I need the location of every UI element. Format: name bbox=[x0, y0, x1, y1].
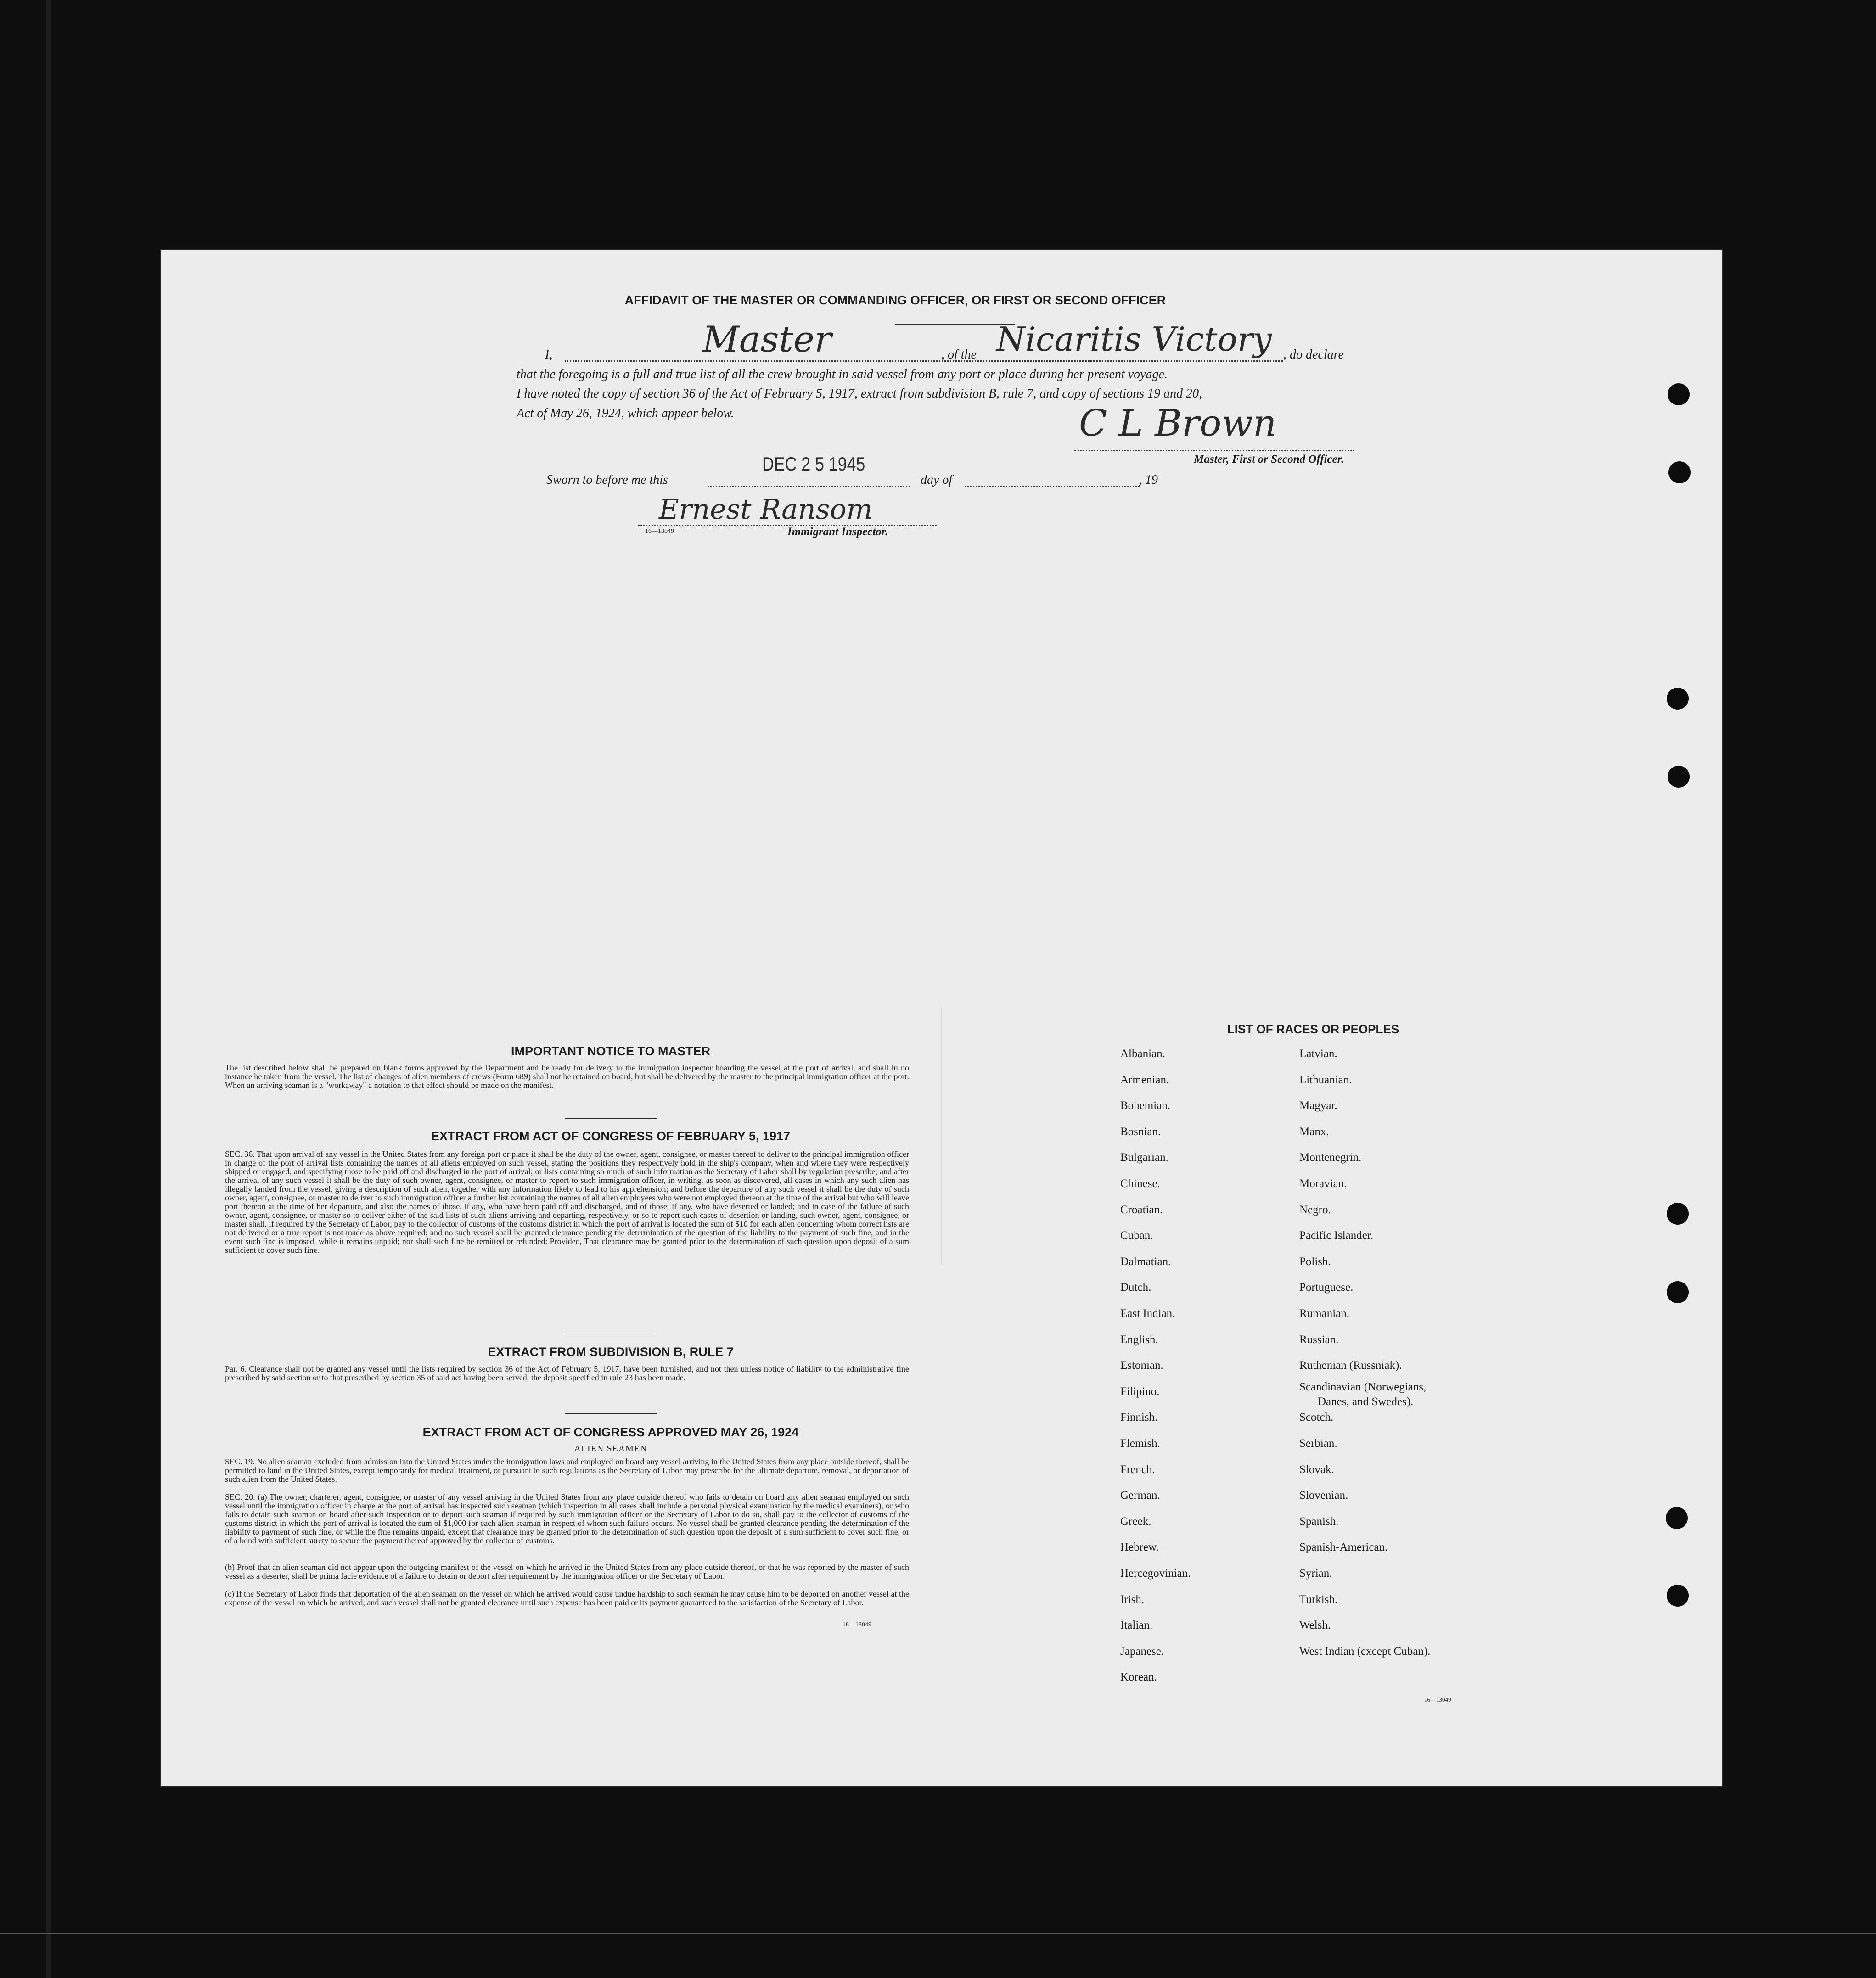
race-item: Syrian. bbox=[1299, 1567, 1332, 1580]
races-form-number: 16—13049 bbox=[1424, 1696, 1451, 1703]
month-blank bbox=[965, 486, 1140, 487]
extract-1924-title: EXTRACT FROM ACT OF CONGRESS APPROVED MAY 26, 1924 bbox=[422, 1425, 799, 1439]
master-signature: C L Brown bbox=[1079, 402, 1277, 444]
race-item: Russian. bbox=[1299, 1334, 1339, 1346]
races-right-column bbox=[1299, 1048, 1538, 1663]
race-item: Bohemian. bbox=[1120, 1099, 1171, 1112]
subdivision-b-title: EXTRACT FROM SUBDIVISION B, RULE 7 bbox=[488, 1345, 734, 1359]
race-item: French. bbox=[1120, 1463, 1155, 1476]
affidavit-line-4: Act of May 26, 1924, which appear below. bbox=[517, 406, 734, 420]
race-item: Armenian. bbox=[1120, 1074, 1169, 1086]
race-item: German. bbox=[1120, 1489, 1160, 1502]
race-item: Irish. bbox=[1120, 1593, 1145, 1606]
year-prefix: , 19 bbox=[1139, 473, 1158, 487]
subdivision-b-body: Par. 6. Clearance shall not be granted any vessel until the lists required by section 36 of the Act of February 5, 1917, have been furnished, and not then unless notice of liability to the administrative fine prescribed by said section or to that prescribed by section 35 of said act having been served, the deposit specified in rule 23 has been made. bbox=[225, 1364, 909, 1382]
affidavit-line-2: that the foregoing is a full and true list of all the crew brought in said vessel from any port or place during her present voyage. bbox=[517, 367, 1168, 381]
race-item: Bosnian. bbox=[1120, 1126, 1161, 1138]
inspector-form-number: 16—13049 bbox=[645, 528, 674, 535]
race-item: Danes, and Swedes). bbox=[1318, 1395, 1414, 1408]
vessel-handwritten: Nicaritis Victory bbox=[996, 320, 1272, 359]
race-item: Croatian. bbox=[1120, 1204, 1163, 1216]
race-item: Montenegrin. bbox=[1299, 1151, 1362, 1164]
extract-1917-body: SEC. 36. That upon arrival of any vessel in the United States from any foreign port or place it shall be the duty of the owner, agent, consignee, or master thereof to deliver to the principal immigration officer in charge of the port of arrival lists containing the names of all aliens employed on such vessel, stating the positions they respectively hold in the ship's company, when and where they were respectively shipped or engaged, and specifying those to be paid off and discharged in the port of arrival; or lists containing so much of such information as the Secretary of Labor shall by regulation prescribe; and after the arrival of any such vessel it shall be the duty of such owner, agent, consignee, or master to report to such immigration officer, in writing, as soon as discovered, all cases in which any such alien has illegally landed from the vessel, giving a description of such alien, together with any information likely to lead to his apprehension; and before the departure of any such vessel it shall be the duty of such owner, agent, consignee, or master to deliver to such immigration officer a further list containing the names of all alien employees who were not employed thereon at the time of the arrival but who will leave port thereon at the time of her departure, and also the names of those, if any, who have been paid off and discharged, and of those, if any, who have deserted or landed; and in case of the failure of such owner, agent, consignee, or master so to deliver either of the said lists of such aliens arriving and departing, respectively, or so to report such cases of desertion or landing, such owner, agent, consignee, or master shall, if required by the Secretary of Labor, pay to the collector of customs of the customs district in which the port of arrival is located the sum of $10 for each alien concerning whom correct lists are not delivered or a true report is not made as above required; and no such vessel shall be granted clearance pending the determination of the question of the liability to the payment of such fine, and in the event such fine is imposed, while it remains unpaid; nor shall such fine be remitted or refunded: Provided, That clearance may be granted prior to the determination of such question upon deposit of a sum sufficient to cover such fine. bbox=[225, 1149, 909, 1255]
race-item: English. bbox=[1120, 1334, 1158, 1346]
extract-1924-subtitle: ALIEN SEAMEN bbox=[574, 1444, 647, 1454]
races-left-column bbox=[1120, 1048, 1295, 1683]
master-handwritten: Master bbox=[702, 319, 832, 360]
document-page bbox=[161, 250, 1722, 1786]
punch-hole bbox=[1667, 1281, 1689, 1303]
punch-hole bbox=[1668, 461, 1691, 483]
extract-1924-sec20c: (c) If the Secretary of Labor finds that deportation of the alien seaman on the vessel on which he arrived would cause undue hardship to such seaman he may cause him to be deported on another vessel at the expense of the vessel on which he arrived, and such vessel shall not be granted clearance until such expense has been paid or its payment guaranteed to the satisfaction of the Secretary of Labor. bbox=[225, 1589, 909, 1607]
affidavit-line-3: I have noted the copy of section 36 of the Act of February 5, 1917, extract from subdivision B, rule 7, and copy of sections 19 and 20, bbox=[517, 387, 1202, 401]
race-item: Spanish-American. bbox=[1299, 1541, 1388, 1553]
race-item: Scandinavian (Norwegians, bbox=[1299, 1381, 1427, 1393]
race-item: Magyar. bbox=[1299, 1099, 1337, 1112]
race-item: Negro. bbox=[1299, 1204, 1331, 1216]
affidavit-i-label: I, bbox=[545, 347, 553, 362]
race-item: Japanese. bbox=[1120, 1645, 1164, 1658]
race-item: Greek. bbox=[1120, 1515, 1151, 1528]
race-item: East Indian. bbox=[1120, 1307, 1175, 1320]
signature-line bbox=[1074, 450, 1354, 451]
race-item: Flemish. bbox=[1120, 1437, 1160, 1450]
inspector-caption: Immigrant Inspector. bbox=[787, 526, 888, 538]
race-item: Turkish. bbox=[1299, 1593, 1338, 1606]
race-item: Manx. bbox=[1299, 1126, 1329, 1138]
day-of-label: day of bbox=[921, 473, 953, 487]
affidavit-of-the: , of the bbox=[941, 347, 977, 362]
extract-1924-sec19: SEC. 19. No alien seaman excluded from admission into the United States under the immigration laws and employed on board any vessel arriving in the United States from any place outside thereof, shall be permitted to land in the United States, except temporarily for medical treatment, or pursuant to such regulations as the Secretary of Labor may prescribe for the ultimate departure, removal, or deportation of such alien from the United States. bbox=[225, 1457, 909, 1484]
race-item: West Indian (except Cuban). bbox=[1299, 1645, 1431, 1658]
subdivision-b-rule bbox=[565, 1413, 657, 1414]
race-item: Dutch. bbox=[1120, 1281, 1151, 1294]
fold-crease bbox=[941, 1008, 942, 1265]
race-item: Dalmatian. bbox=[1120, 1255, 1171, 1268]
race-item: Bulgarian. bbox=[1120, 1151, 1168, 1164]
race-item: Rumanian. bbox=[1299, 1307, 1350, 1320]
race-item: Serbian. bbox=[1299, 1437, 1337, 1450]
extract-1917-title: EXTRACT FROM ACT OF CONGRESS OF FEBRUARY 5, 1917 bbox=[431, 1129, 791, 1143]
punch-hole bbox=[1666, 1507, 1688, 1529]
race-item: Hebrew. bbox=[1120, 1541, 1159, 1553]
race-item: Scotch. bbox=[1299, 1411, 1334, 1423]
scan-edge-bottom bbox=[0, 1933, 1876, 1934]
race-item: Korean. bbox=[1120, 1671, 1157, 1683]
affidavit-do-declare: , do declare bbox=[1283, 347, 1344, 362]
race-item: Welsh. bbox=[1299, 1619, 1331, 1631]
race-item: Lithuanian. bbox=[1299, 1074, 1352, 1086]
vessel-blank bbox=[994, 360, 1283, 362]
signature-caption: Master, First or Second Officer. bbox=[1194, 453, 1344, 465]
punch-hole bbox=[1667, 1203, 1689, 1225]
race-item: Portuguese. bbox=[1299, 1281, 1354, 1294]
race-item: Albanian. bbox=[1120, 1048, 1165, 1060]
race-item: Slovenian. bbox=[1299, 1489, 1348, 1502]
affidavit-heading: AFFIDAVIT OF THE MASTER OR COMMANDING OFFICER, OR FIRST OR SECOND OFFICER bbox=[624, 293, 1166, 307]
race-item: Chinese. bbox=[1120, 1177, 1160, 1190]
date-stamp: DEC 2 5 1945 bbox=[762, 453, 865, 475]
race-item: Pacific Islander. bbox=[1299, 1229, 1374, 1242]
races-title: LIST OF RACES OR PEOPLES bbox=[1227, 1022, 1399, 1036]
race-item: Filipino. bbox=[1120, 1385, 1160, 1398]
race-item: Estonian. bbox=[1120, 1359, 1163, 1372]
extract-1924-form-number: 16—13049 bbox=[843, 1621, 871, 1628]
notice-rule bbox=[565, 1118, 657, 1119]
notice-body: The list described below shall be prepared on blank forms approved by the Department and be ready for delivery to the immigration inspector boarding the vessel at the port of arrival, and shall in no instance be taken from the vessel. The list of changes of alien members of crews (Form 689) shall not be retained on board, but shall be delivered by the master to the principal immigration officer at the port. When an arriving seaman is a "workaway" a notation to that effect should be made on the manifest. bbox=[225, 1063, 909, 1090]
sworn-label: Sworn to before me this bbox=[546, 473, 668, 487]
notice-title: IMPORTANT NOTICE TO MASTER bbox=[511, 1044, 710, 1058]
race-item: Latvian. bbox=[1299, 1048, 1337, 1060]
day-blank bbox=[708, 486, 910, 487]
punch-hole bbox=[1668, 766, 1690, 788]
extract-1924-sec20a: SEC. 20. (a) The owner, charterer, agent, consignee, or master of any vessel arriving in the United States from any place outside thereof who fails to detain on board any alien seaman employed on such vessel until the immigration officer in charge at the port of arrival has inspected such seaman (which inspection in all cases shall include a personal physical examination by the medical examiners), or who fails to detain such seaman on board after such inspection or to deport such seaman if required by such immigration officer or the Secretary of Labor to do so, shall pay to the collector of customs of the customs district in which the port of arrival is located the sum of $1,000 for each alien seaman in respect of whom such failure occurs. No vessel shall be granted clearance pending the determination of the liability to payment of such fine, or while the fine remains unpaid, except that clearance may be granted prior to the determination of such question upon the deposit of a sum sufficient to cover such fine, or of a bond with sufficient surety to secure the payment thereof approved by the collector of customs. bbox=[225, 1492, 909, 1545]
race-item: Polish. bbox=[1299, 1255, 1331, 1268]
scan-edge-left bbox=[46, 0, 51, 1978]
race-item: Slovak. bbox=[1299, 1463, 1334, 1476]
punch-hole bbox=[1667, 1585, 1689, 1607]
punch-hole bbox=[1668, 383, 1690, 405]
race-item: Hercegovinian. bbox=[1120, 1567, 1191, 1580]
extract-1924-sec20b: (b) Proof that an alien seaman did not appear upon the outgoing manifest of the vessel on which he arrived in the United States from any place outside thereof, or that he was reported by the master of such vessel as a deserter, shall be prima facie evidence of a failure to detain or deport after requirement by the immigration officer or the Secretary of Labor. bbox=[225, 1563, 909, 1580]
inspector-signature: Ernest Ransom bbox=[659, 493, 873, 526]
race-item: Moravian. bbox=[1299, 1177, 1347, 1190]
punch-hole bbox=[1667, 688, 1689, 710]
race-item: Cuban. bbox=[1120, 1229, 1153, 1242]
race-item: Italian. bbox=[1120, 1619, 1153, 1631]
race-item: Ruthenian (Russniak). bbox=[1299, 1359, 1402, 1372]
race-item: Finnish. bbox=[1120, 1411, 1158, 1423]
race-item: Spanish. bbox=[1299, 1515, 1339, 1528]
